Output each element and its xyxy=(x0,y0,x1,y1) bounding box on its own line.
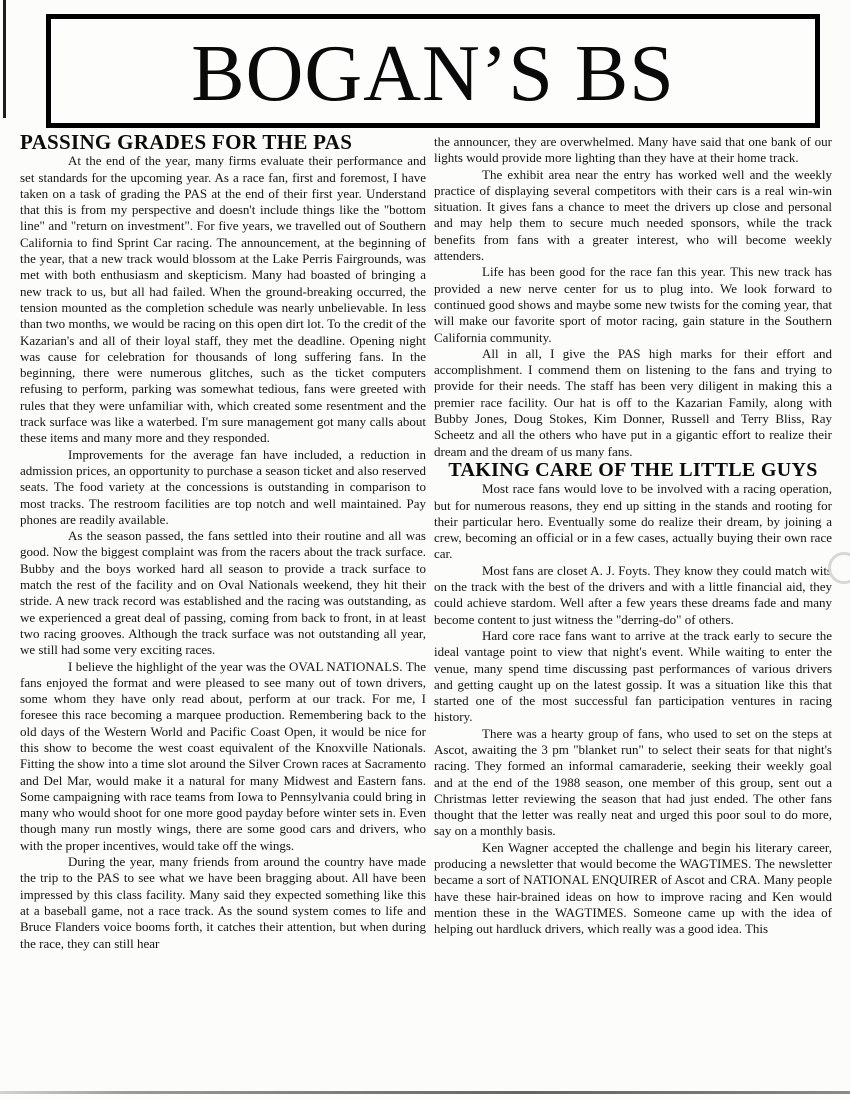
paragraph: There was a hearty group of fans, who used to set on the steps at Ascot, awaiting the 3 pm "blanket run" to select their seats for that night's racing. They formed an informal camaraderie, seeking their weekly goal and at the end of the 1988 season, one member of this group, sent out a Christmas letter reviewing the season that had just ended. The other fans thought that the letter was really neat and urged this poor soul to do more, say on a monthly basis. xyxy=(434,725,832,839)
paragraph: the announcer, they are overwhelmed. Many have said that one bank of our lights would provide more lighting than they have at their home track. xyxy=(434,134,832,166)
right-column xyxy=(434,134,832,1062)
paragraph: Hard core race fans want to arrive at the track early to secure the ideal vantage point to view that night's event. While waiting to enter the venue, many spend time discussing past performances of various drivers and getting caught up on the latest gossip. It was a situation like this that started one of the most successful fan participation ventures in racing history. xyxy=(434,627,832,725)
paragraph: As the season passed, the fans settled into their routine and all was good. Now the biggest complaint was from the racers about the track surface. Bubby and the boys worked hard all season to provide a track surface to match the rest of the facility and on Oval Nationals weekend, they hit their stride. A new track record was established and the racing was outstanding, as we experienced a great deal of passing, coming from back to front, in at least two racing grooves. Although the track surface was not outstanding all year, we still had some very exciting races. xyxy=(20,528,426,658)
right-column-body-top xyxy=(434,134,832,460)
masthead-box xyxy=(46,14,820,128)
article-heading-passing-grades: PASSING GRADES FOR THE PAS xyxy=(20,134,353,154)
paragraph: During the year, many friends from around the country have made the trip to the PAS to see what we have been bragging about. All have been impressed by this class facility. Many said they expected something like this at a baseball game, not a race track. As the sound system comes to life and Bruce Flanders voice booms forth, it catches their attention, but when during the race, they can still hear xyxy=(20,854,426,951)
left-column xyxy=(20,134,426,1062)
right-column-body-bottom xyxy=(434,481,832,937)
scan-bottom-bar xyxy=(0,1091,850,1094)
paragraph: Most fans are closet A. J. Foyts. They know they could match wits on the track with the best of the drivers and with a little financial aid, they could achieve stardom. Well after a few years these dreams fade and many become content to just witness the "derring-do" of others. xyxy=(434,562,832,627)
paragraph: Ken Wagner accepted the challenge and begin his literary career, producing a newsletter that would become the WAGTIMES. The newsletter became a sort of NATIONAL ENQUIRER of Ascot and CRA. Many people have these hair-brained ideas on how to improve racing and Ken would mention these in the WAGTIMES. Someone came up with the idea of helping out hardluck drivers, which really was a good idea. This xyxy=(434,839,832,937)
paragraph: I believe the highlight of the year was the OVAL NATIONALS. The fans enjoyed the format and were pleased to see many out of town drivers, some whom they have only read about, perform at our track. For me, I foresee this race becoming a marquee production. Remembering back to the old days of the Western World and Pacific Coast Open, it would be nice for this show to become the west coast equivalent of the Knoxville Nationals. Fitting the show into a time slot around the Silver Crown races at Sacramento and Del Mar, would make it a natural for many Midwest and Eastern fans. Some campaigning with race teams from Iowa to Pennsylvania could bring in many who would shoot for one more good payday before winter sets in. Even though many run mostly wings, there are some good cars and drivers, who with the proper incentives, would take off the wings. xyxy=(20,658,426,853)
left-column-body xyxy=(20,153,426,952)
paragraph: The exhibit area near the entry has worked well and the weekly practice of displaying several competitors with their cars is a real win-win situation. It gives fans a chance to meet the drivers up close and personal and may help them to secure much needed sponsors, while the track benefits from fans with a greater interest, who will become weekly attenders. xyxy=(434,166,832,264)
article-heading-little-guys: TAKING CARE OF THE LITTLE GUYS xyxy=(448,458,818,481)
article-columns xyxy=(20,134,832,1062)
paragraph: Life has been good for the race fan this year. This new track has provided a new nerve center for us to plug into. We look forward to continued good shows and maybe some new twists for the coming year, that will make our favorite sport of motor racing, gain stature in the Southern California community. xyxy=(434,264,832,345)
paragraph: Most race fans would love to be involved with a racing operation, but for numerous reasons, they end up sitting in the stands and rooting for their particular hero. Eventually some do realize their dream, by joining a crew, becoming an official or in a few cases, actually buying their own race car. xyxy=(434,481,832,562)
scan-edge-line xyxy=(3,0,6,118)
paragraph: Improvements for the average fan have included, a reduction in admission prices, an opportunity to purchase a season ticket and also reserved seats. The food variety at the concessions is outstanding in comparison to most tracks. The restroom facilities are top notch and well maintained. Pay phones are readily available. xyxy=(20,446,426,527)
paragraph: At the end of the year, many firms evaluate their performance and set standards for the upcoming year. As a race fan, first and foremost, I have taken on a task of grading the PAS at the end of their first year. Understand that this is from my perspective and doesn't include things like the "bottom line" and "return on investment". For five years, we travelled out of Southern California to find Sprint Car racing. The announcement, at the beginning of the year, that a new track would blossom at the Lake Perris Fairgrounds, was met with both enthusiasm and skepticism. Many had boasted of bringing a new track to us, but all had failed. When the ground-breaking occurred, the tension mounted as the completion schedule was nearly unbelievable. In less than two months, we would be racing on this open dirt lot. To the credit of the Kazarian's and all of their loyal staff, they met the deadline. Opening night was cause for celebration for thousands of long suffering fans. In the beginning, there were numerous glitches, such as the ticket computers refusing to perform, parking was somewhat tedious, fans were greeted with rules that they were unfamiliar with, which created some resentment and the track surface was like a waterbed. I'm sure management got many calls about these items and many more and they responded. xyxy=(20,153,426,446)
newsletter-title: BOGAN’S BS xyxy=(191,30,675,118)
paragraph: All in all, I give the PAS high marks for their effort and accomplishment. I commend them on listening to the fans and trying to provide for their needs. The staff has been very diligent in making this a premier race facility. Our hat is off to the Kazarian Family, along with Bubby Jones, Doug Stokes, Kim Donner, Russell and Terry Bliss, Ray Scheetz and all the others who have put in a gigantic effort to realize their dream and the dream of us many fans. xyxy=(434,345,832,459)
